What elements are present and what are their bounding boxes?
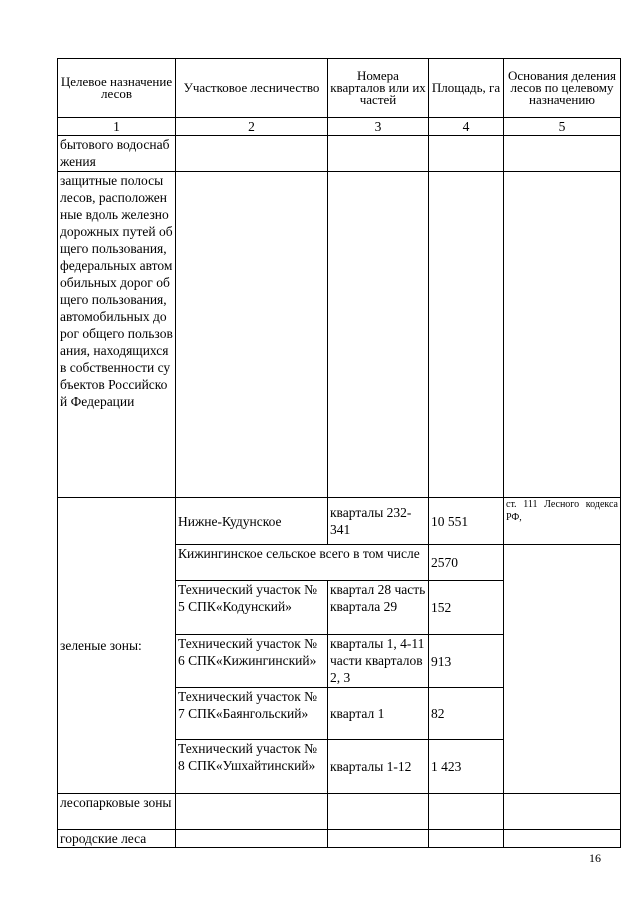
site-area: 913 xyxy=(429,635,504,688)
column-number: 4 xyxy=(429,118,504,136)
purpose-protective-strips: защитные полосы лесов, расположенные вдоль железнодорожных путей общего пользования, федеральных автомобильных дорог общего пользования, автомобильных дорог общего пользования, находящихся в собственности субъектов Российской Федерации xyxy=(58,172,176,498)
empty-cell xyxy=(328,830,429,848)
table-row xyxy=(58,794,621,830)
forestry-nizhne-kudunskoe: Нижне-Кудунское xyxy=(176,498,328,545)
empty-cell xyxy=(429,830,504,848)
forestry-kizhinga-total: Кижингинское сельское всего в том числе xyxy=(176,545,429,581)
page-number: 16 xyxy=(589,851,601,865)
area-kizhinga-total: 2570 xyxy=(429,545,504,581)
basis-empty-cell xyxy=(504,545,621,794)
quarters-nizhne: кварталы 232-341 xyxy=(328,498,429,545)
site-quarters: кварталы 1-12 xyxy=(328,740,429,794)
empty-cell xyxy=(504,794,621,830)
area-nizhne: 10 551 xyxy=(429,498,504,545)
purpose-urban-forests: городские леса xyxy=(58,830,176,848)
site-name: Технический участок № 5 СПК«Кодунский» xyxy=(176,581,328,635)
site-area: 152 xyxy=(429,581,504,635)
site-name: Технический участок № 6 СПК«Кижингинский» xyxy=(176,635,328,688)
column-number: 5 xyxy=(504,118,621,136)
empty-cell xyxy=(504,830,621,848)
table-row xyxy=(58,830,621,848)
empty-cell xyxy=(176,136,328,172)
empty-cell xyxy=(429,794,504,830)
empty-cell xyxy=(176,794,328,830)
table-row xyxy=(58,498,621,545)
site-quarters: квартал 28 часть квартала 29 xyxy=(328,581,429,635)
column-number: 2 xyxy=(176,118,328,136)
header-quarters: Номера кварталов или их частей xyxy=(328,59,429,118)
header-purpose: Целевое назначение лесов xyxy=(58,59,176,118)
basis-cell: ст. 111 Лесного кодекса РФ, xyxy=(504,498,621,545)
empty-cell xyxy=(328,136,429,172)
header-forestry: Участковое лесничество xyxy=(176,59,328,118)
empty-cell xyxy=(328,794,429,830)
table-row xyxy=(58,172,621,498)
site-name: Технический участок № 7 СПК«Баянгольский» xyxy=(176,688,328,740)
empty-cell xyxy=(176,830,328,848)
purpose-water-supply: бытового водоснабжения xyxy=(58,136,176,172)
forest-purpose-table xyxy=(57,58,621,848)
site-quarters: кварталы 1, 4-11 части кварталов 2, 3 xyxy=(328,635,429,688)
site-name: Технический участок № 8 СПК«Ушхайтинский» xyxy=(176,740,328,794)
column-number: 3 xyxy=(328,118,429,136)
empty-cell xyxy=(328,172,429,498)
empty-cell xyxy=(429,172,504,498)
header-row xyxy=(58,59,621,118)
header-basis: Основания деления лесов по целевому назначению xyxy=(504,59,621,118)
column-number-row xyxy=(58,118,621,136)
purpose-forest-park: лесопарковые зоны xyxy=(58,794,176,830)
empty-cell xyxy=(504,172,621,498)
site-quarters: квартал 1 xyxy=(328,688,429,740)
header-area: Площадь, га xyxy=(429,59,504,118)
column-number: 1 xyxy=(58,118,176,136)
empty-cell xyxy=(429,136,504,172)
site-area: 82 xyxy=(429,688,504,740)
site-area: 1 423 xyxy=(429,740,504,794)
empty-cell xyxy=(504,136,621,172)
table-row xyxy=(58,136,621,172)
purpose-green-zones: зеленые зоны: xyxy=(58,498,176,794)
empty-cell xyxy=(176,172,328,498)
